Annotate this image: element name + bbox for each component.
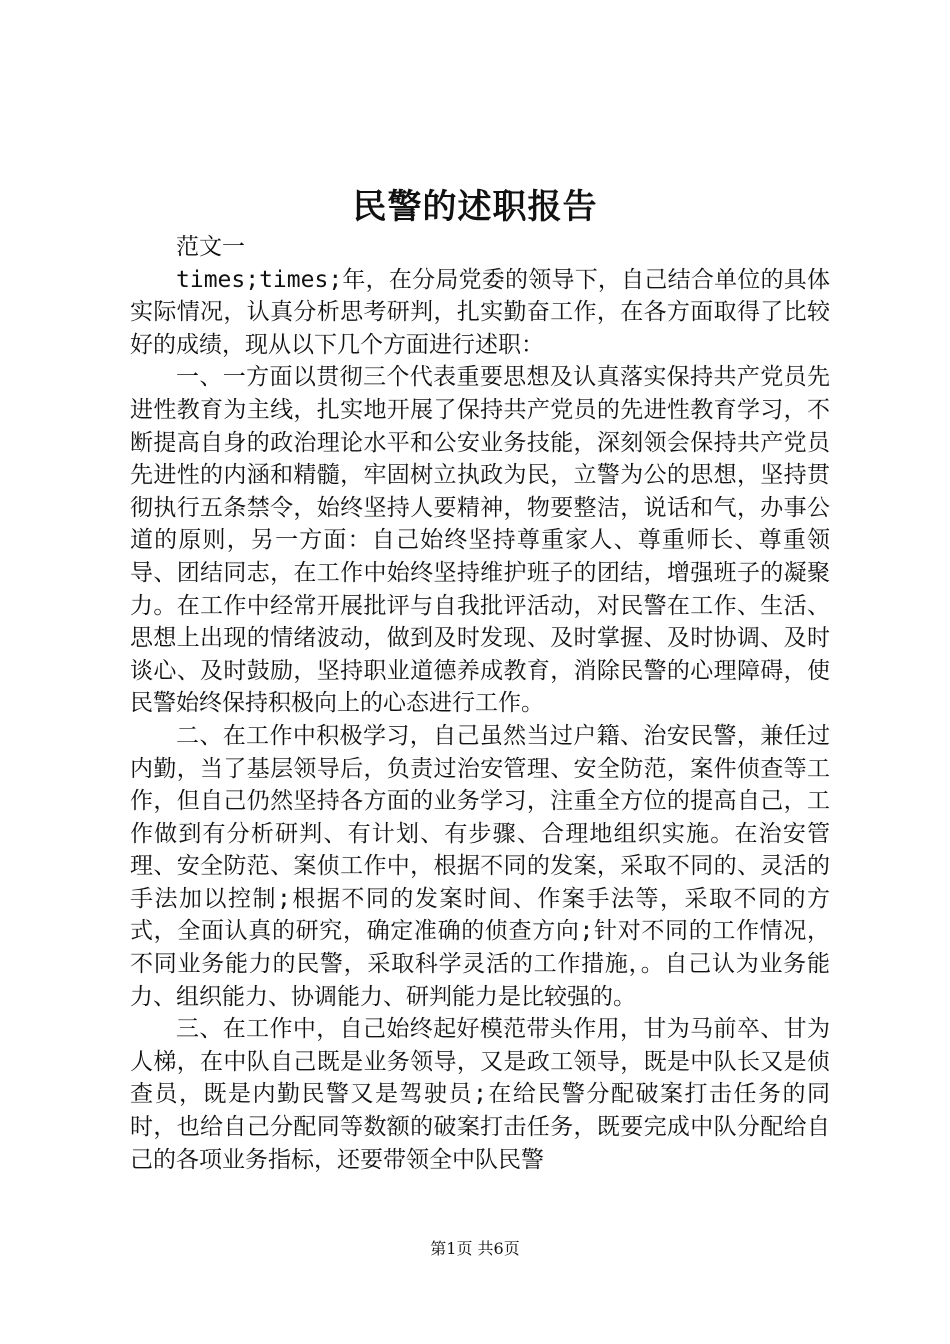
paragraph-intro: times;times;年，在分局党委的领导下，自己结合单位的具体实际情况，认真分析思考研判，扎实勤奋工作，在各方面取得了比较好的成绩，现从以下几个方面进行述职： xyxy=(130,266,830,358)
page-number-footer: 第1页 共6页 xyxy=(430,1239,520,1258)
document-title: 民警的述职报告 xyxy=(352,187,598,227)
paragraph-section-three: 三、在工作中，自己始终起好模范带头作用，甘为马前卒、甘为人梯，在中队自己既是业务领导，又是政工领导，既是中队长又是侦查员，既是内勤民警又是驾驶员;在给民警分配破案打击任务的同时，也给自己分配同等数额的破案打击任务，既要完成中队分配给自己的各项业务指标，还要带领全中队民警 xyxy=(130,1016,830,1173)
paragraph-sample-heading: 范文一 xyxy=(176,234,245,260)
document-body xyxy=(130,231,830,1176)
paragraph-section-one: 一、一方面以贯彻三个代表重要思想及认真落实保持共产党员先进性教育为主线，扎实地开展了保持共产党员的先进性教育学习，不断提高自身的政治理论水平和公安业务技能，深刻领会保持共产党员先进性的内涵和精髓，牢固树立执政为民，立警为公的思想，坚持贯彻执行五条禁令，始终坚持人要精神，物要整洁，说话和气，办事公道的原则，另一方面：自己始终坚持尊重家人、尊重师长、尊重领导、团结同志，在工作中始终坚持维护班子的团结，增强班子的凝聚力。在工作中经常开展批评与自我批评活动，对民警在工作、生活、思想上出现的情绪波动，做到及时发现、及时掌握、及时协调、及时谈心、及时鼓励，坚持职业道德养成教育，消除民警的心理障碍，使民警始终保持积极向上的心态进行工作。 xyxy=(130,364,830,717)
paragraph-section-two: 二、在工作中积极学习，自己虽然当过户籍、治安民警，兼任过内勤，当了基层领导后，负责过治安管理、安全防范，案件侦查等工作，但自己仍然坚持各方面的业务学习，注重全方位的提高自己，工作做到有分析研判、有计划、有步骤、合理地组织实施。在治安管理、安全防范、案侦工作中，根据不同的发案，采取不同的、灵活的手法加以控制;根据不同的发案时间、作案手法等，采取不同的方式，全面认真的研究，确定准确的侦查方向;针对不同的工作情况，不同业务能力的民警，采取科学灵活的工作措施，。自己认为业务能力、组织能力、协调能力、研判能力是比较强的。 xyxy=(130,722,830,1010)
